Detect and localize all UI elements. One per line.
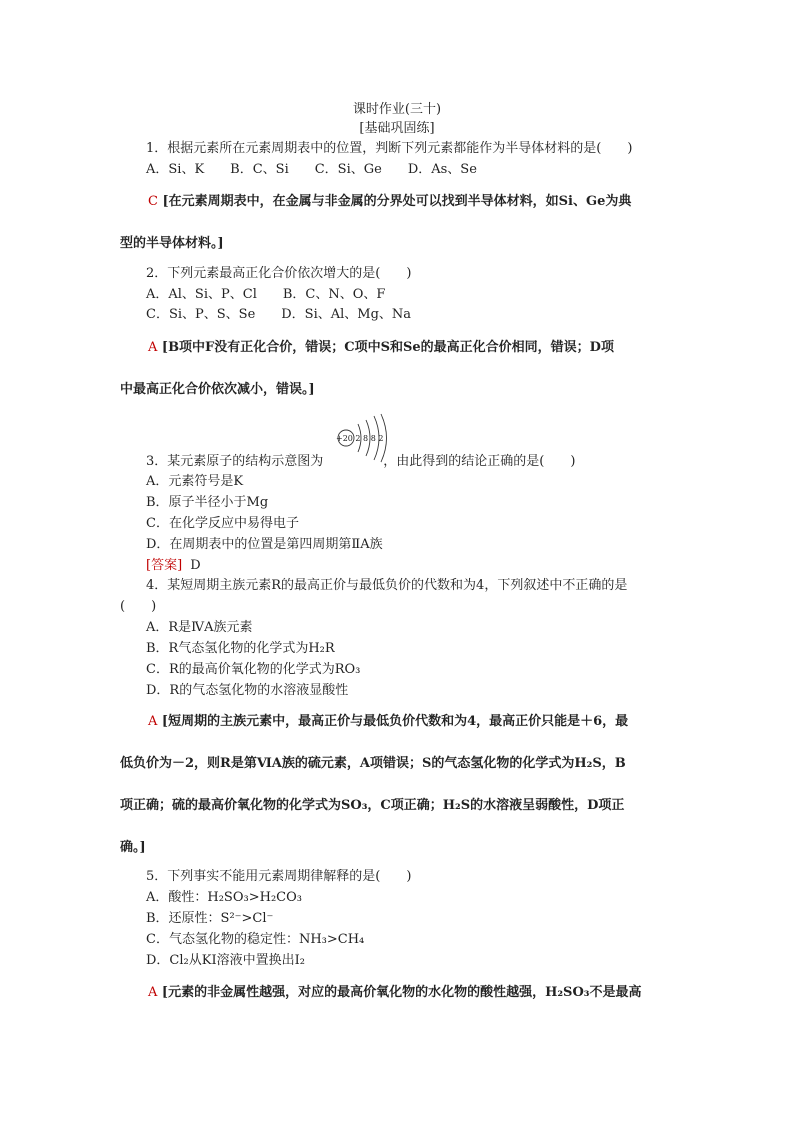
section-heading: [基础巩固练] — [359, 121, 435, 136]
q3-option-c: C．在化学反应中易得电子 — [146, 516, 299, 531]
q1-answer-letter: C — [148, 194, 158, 209]
q5-option-d: D．Cl₂从KI溶液中置换出I₂ — [146, 953, 305, 968]
q4-answer-letter: A — [148, 714, 158, 729]
q5-answer-letter: A — [148, 985, 158, 1000]
q1-explanation-line1 — [148, 192, 631, 212]
q3-stem — [146, 452, 575, 472]
q4-option-a: A．R是ⅣA族元素 — [146, 620, 253, 635]
q4-explanation-text: [短周期的主族元素中，最高正价与最低负价代数和为4，最高正价只能是＋6，最 — [161, 714, 629, 729]
q1-stem: 1．根据元素所在元素周期表中的位置，判断下列元素都能作为半导体材料的是( ) — [146, 141, 633, 156]
q4-stem-line1: 4．某短周期主族元素R的最高正价与最低负价的代数和为4，下列叙述中不正确的是 — [146, 578, 628, 593]
q3-option-d: D．在周期表中的位置是第四周期第ⅡA族 — [146, 537, 383, 552]
q4-option-c: C．R的最高价氧化物的化学式为RO₃ — [146, 662, 361, 677]
q2-options-line1: A．Al、Si、P、Cl B．C、N、O、F — [146, 287, 386, 302]
q1-options: A．Si、K B．C、Si C．Si、Ge D．As、Se — [146, 162, 477, 177]
q4-option-b: B．R气态氢化物的化学式为H₂R — [146, 641, 335, 656]
q1-explanation-line2: 型的半导体材料。] — [120, 236, 224, 251]
q2-explanation-line1 — [148, 338, 614, 358]
q3-answer — [146, 556, 201, 576]
q5-explanation-line1 — [148, 983, 641, 1003]
q2-explanation-line2: 中最高正化合价依次减小，错误。] — [120, 382, 315, 397]
q1-explanation-text: [在元素周期表中，在金属与非金属的分界处可以找到半导体材料，如Si、Ge为典 — [162, 194, 632, 209]
q3-option-b: B．原子半径小于Mg — [146, 495, 269, 510]
q4-explanation-line3: 项正确；硫的最高价氧化物的化学式为SO₃，C项正确；H₂S的水溶液呈弱酸性，D项正 — [120, 798, 625, 813]
q5-option-a: A．酸性：H₂SO₃>H₂CO₃ — [146, 890, 302, 905]
q3-answer-letter: D — [190, 558, 201, 573]
q2-answer-letter: A — [148, 340, 158, 355]
shell-numbers: +20 2 8 8 2 — [336, 434, 384, 443]
q5-option-b: B．还原性：S²⁻>Cl⁻ — [146, 911, 274, 926]
q3-stem-before: 3．某元素原子的结构示意图为 — [146, 454, 324, 469]
q4-stem-line2: ( ) — [120, 599, 157, 614]
q4-explanation-line4: 确。] — [120, 840, 146, 855]
q2-stem: 2．下列元素最高正化合价依次增大的是( ) — [146, 266, 412, 281]
q4-explanation-line2: 低负价为－2，则R是第ⅥA族的硫元素，A项错误；S的气态氢化物的化学式为H₂S，B — [120, 756, 626, 771]
q2-options-line2: C．Si、P、S、Se D．Si、Al、Mg、Na — [146, 307, 412, 322]
q5-stem: 5．下列事实不能用元素周期律解释的是( ) — [146, 869, 412, 884]
q3-option-a: A．元素符号是K — [146, 474, 244, 489]
q3-answer-tag: [答案] — [146, 558, 183, 573]
q5-explanation-text: [元素的非金属性越强，对应的最高价氧化物的水化物的酸性越强，H₂SO₃不是最高 — [161, 985, 642, 1000]
q5-option-c: C．气态氢化物的稳定性：NH₃>CH₄ — [146, 932, 365, 947]
worksheet-title: 课时作业(三十) — [352, 102, 442, 117]
q2-explanation-text: [B项中F没有正化合价，错误；C项中S和Se的最高正化合价相同，错误；D项 — [161, 340, 614, 355]
q4-option-d: D．R的气态氢化物的水溶液显酸性 — [146, 683, 349, 698]
q4-explanation-line1 — [148, 712, 628, 732]
q3-stem-after: ，由此得到的结论正确的是( ) — [383, 454, 576, 469]
